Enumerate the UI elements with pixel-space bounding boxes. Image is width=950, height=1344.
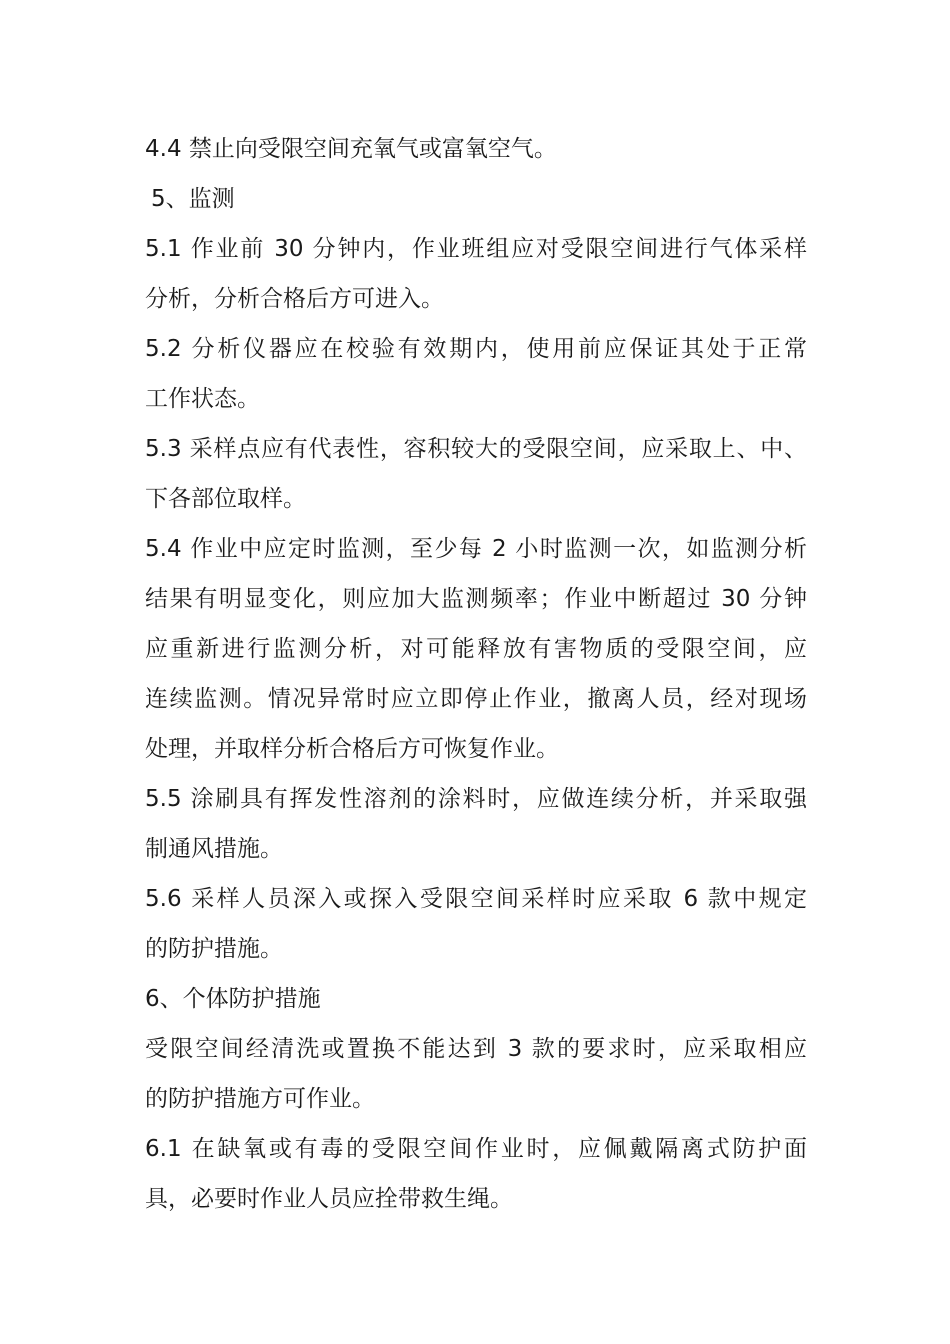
paragraph-5-2-line-2: 工作状态。	[145, 386, 260, 412]
paragraph-5-6-line-1: 5.6 采样人员深入或探入受限空间采样时应采取 6 款中规定	[145, 886, 807, 912]
paragraph-5-5-line-1: 5.5 涂刷具有挥发性溶剂的涂料时，应做连续分析，并采取强	[145, 786, 807, 812]
paragraph-4-4: 4.4 禁止向受限空间充氧气或富氧空气。	[145, 136, 557, 162]
paragraph-6-intro-line-2: 的防护措施方可作业。	[145, 1086, 375, 1112]
section-heading-5: 5、监测	[151, 186, 235, 212]
paragraph-5-3-line-2: 下各部位取样。	[145, 486, 306, 512]
paragraph-5-2-line-1: 5.2 分析仪器应在校验有效期内，使用前应保证其处于正常	[145, 336, 807, 362]
document-body	[145, 124, 807, 1224]
section-heading-6: 6、个体防护措施	[145, 986, 321, 1012]
paragraph-5-4-line-4: 连续监测。情况异常时应立即停止作业，撤离人员，经对现场	[145, 686, 807, 712]
paragraph-5-4-line-5: 处理，并取样分析合格后方可恢复作业。	[145, 736, 559, 762]
paragraph-5-4-line-1: 5.4 作业中应定时监测，至少每 2 小时监测一次，如监测分析	[145, 536, 807, 562]
paragraph-5-4-line-3: 应重新进行监测分析，对可能释放有害物质的受限空间，应	[145, 636, 807, 662]
paragraph-6-1-line-1: 6.1 在缺氧或有毒的受限空间作业时，应佩戴隔离式防护面	[145, 1136, 807, 1162]
paragraph-5-4-line-2: 结果有明显变化，则应加大监测频率；作业中断超过 30 分钟	[145, 586, 807, 612]
paragraph-5-3-line-1: 5.3 采样点应有代表性，容积较大的受限空间，应采取上、中、	[145, 436, 807, 462]
paragraph-5-1-line-2: 分析，分析合格后方可进入。	[145, 286, 444, 312]
paragraph-6-1-line-2: 具，必要时作业人员应拴带救生绳。	[145, 1186, 513, 1212]
paragraph-5-6-line-2: 的防护措施。	[145, 936, 283, 962]
paragraph-5-1-line-1: 5.1 作业前 30 分钟内，作业班组应对受限空间进行气体采样	[145, 236, 807, 262]
paragraph-5-5-line-2: 制通风措施。	[145, 836, 283, 862]
paragraph-6-intro-line-1: 受限空间经清洗或置换不能达到 3 款的要求时，应采取相应	[145, 1036, 807, 1062]
